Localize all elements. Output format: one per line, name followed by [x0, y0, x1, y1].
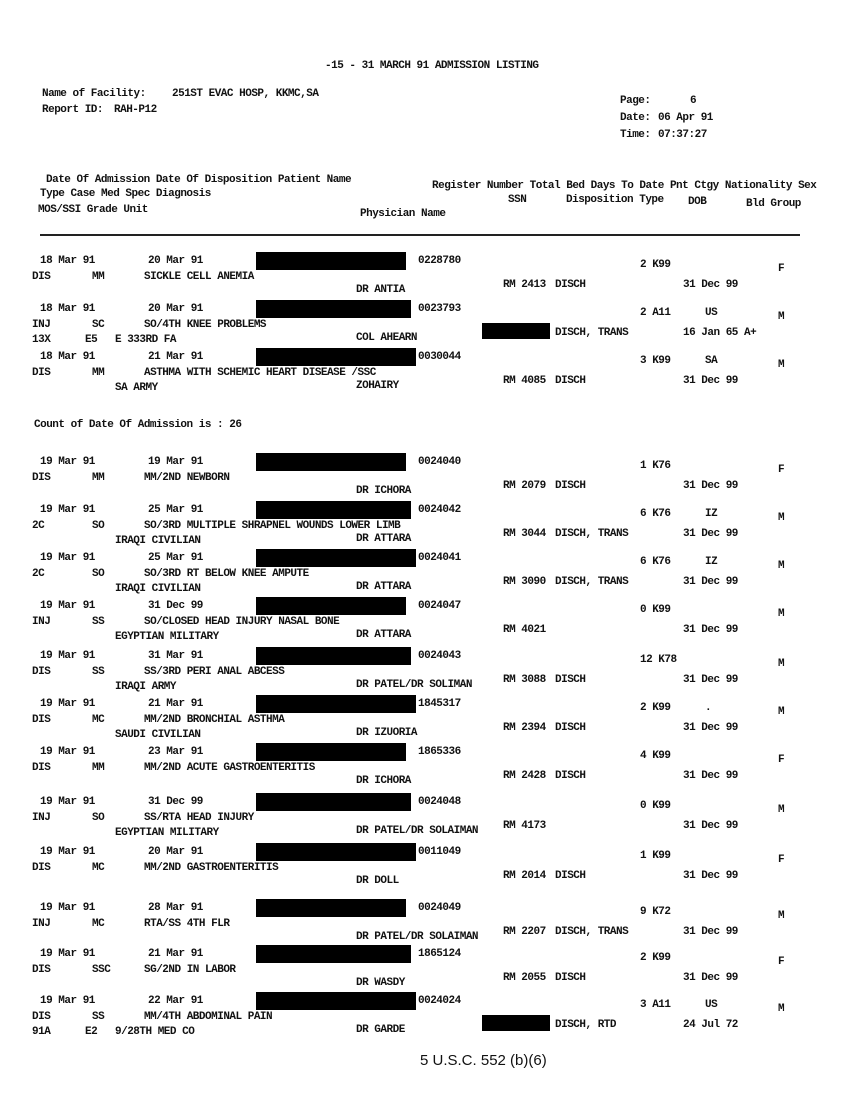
med-spec: SC: [92, 319, 105, 331]
redacted-patient-name: [256, 843, 416, 861]
admission-date: 19 Mar 91: [40, 552, 95, 564]
med-spec: MM: [92, 271, 105, 283]
sex: M: [778, 706, 785, 718]
mos: 91A: [32, 1026, 51, 1038]
bed-days-ctgy: 2 K99: [640, 259, 671, 271]
type-case: INJ: [32, 319, 51, 331]
ssn: RM 3090: [503, 576, 546, 588]
disposition-date: 21 Mar 91: [148, 948, 203, 960]
ssn: RM 3088: [503, 674, 546, 686]
diagnosis: SO/4TH KNEE PROBLEMS: [144, 319, 267, 331]
ssn: RM 2014: [503, 870, 546, 882]
column-header-physician: Physician Name: [360, 208, 446, 220]
ssn: RM 2055: [503, 972, 546, 984]
diagnosis: MM/2ND ACUTE GASTROENTERITIS: [144, 762, 315, 774]
admission-date: 18 Mar 91: [40, 303, 95, 315]
redacted-patient-name: [256, 501, 411, 519]
admission-date: 19 Mar 91: [40, 650, 95, 662]
admission-date: 19 Mar 91: [40, 796, 95, 808]
page-value: 6: [690, 95, 697, 107]
sex: M: [778, 658, 785, 670]
register-number: 1845317: [418, 698, 461, 710]
bed-days-ctgy: 0 K99: [640, 800, 671, 812]
diagnosis: SO/3RD MULTIPLE SHRAPNEL WOUNDS LOWER LIMB: [144, 520, 401, 532]
physician-name: DR IZUORIA: [356, 727, 418, 739]
register-number: 0024048: [418, 796, 461, 808]
disposition-date: 20 Mar 91: [148, 846, 203, 858]
register-number: 0024043: [418, 650, 461, 662]
sex: M: [778, 560, 785, 572]
redacted-patient-name: [256, 899, 406, 917]
column-header-dob: DOB: [688, 196, 707, 208]
disposition-type: DISCH: [555, 722, 586, 734]
disposition-type: DISCH: [555, 674, 586, 686]
register-number: 0024047: [418, 600, 461, 612]
disposition-date: 21 Mar 91: [148, 698, 203, 710]
register-number: 1865124: [418, 948, 461, 960]
redacted-patient-name: [256, 793, 411, 811]
med-spec: SS: [92, 666, 105, 678]
ssn: RM 4173: [503, 820, 546, 832]
register-number: 0024024: [418, 995, 461, 1007]
redacted-patient-name: [256, 945, 411, 963]
sex: F: [778, 464, 785, 476]
bed-days-ctgy: 2 K99: [640, 702, 671, 714]
dob: 31 Dec 99: [683, 279, 738, 291]
disposition-date: 21 Mar 91: [148, 351, 203, 363]
med-spec: SO: [92, 520, 105, 532]
sex: F: [778, 754, 785, 766]
med-spec: MC: [92, 918, 105, 930]
physician-name: DR ATTARA: [356, 581, 411, 593]
dob: 31 Dec 99: [683, 624, 738, 636]
nationality: .: [705, 702, 712, 714]
med-spec: SO: [92, 568, 105, 580]
sex: M: [778, 910, 785, 922]
physician-name: DR PATEL/DR SOLAIMAN: [356, 931, 479, 943]
admission-date: 19 Mar 91: [40, 846, 95, 858]
redacted-patient-name: [256, 453, 406, 471]
grade: E5: [85, 334, 98, 346]
dob: 31 Dec 99: [683, 770, 738, 782]
column-header-row1-left: Date Of Admission Date Of Disposition Patient Name: [46, 174, 352, 186]
physician-name: ZOHAIRY: [356, 380, 399, 392]
redacted-patient-name: [256, 252, 406, 270]
bed-days-ctgy: 9 K72: [640, 906, 671, 918]
admission-date: 19 Mar 91: [40, 746, 95, 758]
redacted-ssn: [482, 323, 550, 339]
admission-date: 18 Mar 91: [40, 351, 95, 363]
sex: F: [778, 956, 785, 968]
nationality: SA: [705, 355, 718, 367]
diagnosis: ASTHMA WITH SCHEMIC HEART DISEASE /SSC: [144, 367, 376, 379]
bed-days-ctgy: 3 A11: [640, 999, 671, 1011]
type-case: DIS: [32, 714, 51, 726]
dob: 31 Dec 99: [683, 576, 738, 588]
physician-name: DR WASDY: [356, 977, 405, 989]
redacted-ssn: [482, 1015, 550, 1031]
nationality: IZ: [705, 556, 718, 568]
ssn: RM 3044: [503, 528, 546, 540]
register-number: 0011049: [418, 846, 461, 858]
bed-days-ctgy: 4 K99: [640, 750, 671, 762]
disposition-type: DISCH: [555, 375, 586, 387]
ssn: RM 2394: [503, 722, 546, 734]
diagnosis: SG/2ND IN LABOR: [144, 964, 236, 976]
register-number: 0024040: [418, 456, 461, 468]
column-header-disposition: Disposition Type: [566, 194, 664, 206]
disposition-date: 22 Mar 91: [148, 995, 203, 1007]
unit: E 333RD FA: [115, 334, 177, 346]
diagnosis: SICKLE CELL ANEMIA: [144, 271, 254, 283]
type-case: DIS: [32, 666, 51, 678]
disposition-date: 23 Mar 91: [148, 746, 203, 758]
facility-label: Name of Facility:: [42, 88, 146, 100]
redacted-patient-name: [256, 743, 406, 761]
admission-date: 19 Mar 91: [40, 902, 95, 914]
dob: 31 Dec 99: [683, 480, 738, 492]
physician-name: DR GARDE: [356, 1024, 405, 1036]
dob: 31 Dec 99: [683, 820, 738, 832]
dob: 31 Dec 99: [683, 926, 738, 938]
mos: 13X: [32, 334, 51, 346]
unit: SAUDI CIVILIAN: [115, 729, 201, 741]
disposition-type: DISCH: [555, 870, 586, 882]
column-header-row2-left: Type Case Med Spec Diagnosis: [40, 188, 211, 200]
dob: 31 Dec 99: [683, 722, 738, 734]
dob: 31 Dec 99: [683, 674, 738, 686]
register-number: 0024049: [418, 902, 461, 914]
type-case: INJ: [32, 812, 51, 824]
unit: IRAQI CIVILIAN: [115, 535, 201, 547]
type-case: DIS: [32, 964, 51, 976]
disposition-type: DISCH: [555, 972, 586, 984]
type-case: 2C: [32, 520, 45, 532]
disposition-date: 20 Mar 91: [148, 255, 203, 267]
sex: M: [778, 804, 785, 816]
med-spec: MC: [92, 862, 105, 874]
unit: IRAQI ARMY: [115, 681, 177, 693]
facility-value: 251ST EVAC HOSP, KKMC,SA: [172, 88, 319, 100]
med-spec: MM: [92, 472, 105, 484]
dob: 31 Dec 99: [683, 870, 738, 882]
unit: EGYPTIAN MILITARY: [115, 631, 219, 643]
sex: M: [778, 311, 785, 323]
admission-date: 19 Mar 91: [40, 456, 95, 468]
physician-name: DR PATEL/DR SOLAIMAN: [356, 825, 479, 837]
physician-name: DR PATEL/DR SOLIMAN: [356, 679, 472, 691]
register-number: 0228780: [418, 255, 461, 267]
column-header-row1-right: Register Number Total Bed Days To Date Pnt Ctgy Nationality Sex: [432, 180, 817, 192]
physician-name: DR ANTIA: [356, 284, 405, 296]
column-header-bld-group: Bld Group: [746, 198, 801, 210]
disposition-date: 20 Mar 91: [148, 303, 203, 315]
admission-date: 19 Mar 91: [40, 504, 95, 516]
bed-days-ctgy: 12 K78: [640, 654, 677, 666]
physician-name: DR ICHORA: [356, 485, 411, 497]
med-spec: MC: [92, 714, 105, 726]
sex: F: [778, 263, 785, 275]
disposition-type: DISCH, TRANS: [555, 926, 629, 938]
ssn: RM 2428: [503, 770, 546, 782]
register-number: 0024041: [418, 552, 461, 564]
type-case: 2C: [32, 568, 45, 580]
diagnosis: SO/CLOSED HEAD INJURY NASAL BONE: [144, 616, 340, 628]
bed-days-ctgy: 6 K76: [640, 508, 671, 520]
dob: 16 Jan 65 A+: [683, 327, 757, 339]
disposition-type: DISCH, TRANS: [555, 576, 629, 588]
diagnosis: SS/RTA HEAD INJURY: [144, 812, 254, 824]
diagnosis: MM/2ND BRONCHIAL ASTHMA: [144, 714, 285, 726]
sex: F: [778, 854, 785, 866]
diagnosis: MM/2ND NEWBORN: [144, 472, 230, 484]
nationality: US: [705, 999, 718, 1011]
bed-days-ctgy: 3 K99: [640, 355, 671, 367]
diagnosis: MM/2ND GASTROENTERITIS: [144, 862, 279, 874]
disposition-date: 28 Mar 91: [148, 902, 203, 914]
diagnosis: SS/3RD PERI ANAL ABCESS: [144, 666, 285, 678]
disposition-type: DISCH: [555, 480, 586, 492]
disposition-date: 31 Dec 99: [148, 600, 203, 612]
diagnosis: RTA/SS 4TH FLR: [144, 918, 230, 930]
disposition-type: DISCH, TRANS: [555, 528, 629, 540]
physician-name: DR DOLL: [356, 875, 399, 887]
disposition-date: 19 Mar 91: [148, 456, 203, 468]
med-spec: SO: [92, 812, 105, 824]
register-number: 1865336: [418, 746, 461, 758]
med-spec: MM: [92, 367, 105, 379]
admission-date: 19 Mar 91: [40, 995, 95, 1007]
bed-days-ctgy: 0 K99: [640, 604, 671, 616]
redacted-patient-name: [256, 549, 416, 567]
admission-date: 18 Mar 91: [40, 255, 95, 267]
ssn: RM 2079: [503, 480, 546, 492]
physician-name: DR ICHORA: [356, 775, 411, 787]
sex: M: [778, 608, 785, 620]
foia-exemption-note: 5 U.S.C. 552 (b)(6): [420, 1052, 547, 1069]
time-value: 07:37:27: [658, 129, 707, 141]
physician-name: COL AHEARN: [356, 332, 418, 344]
header-divider: [40, 234, 800, 236]
admission-date: 19 Mar 91: [40, 600, 95, 612]
bed-days-ctgy: 6 K76: [640, 556, 671, 568]
ssn: RM 4085: [503, 375, 546, 387]
register-number: 0030044: [418, 351, 461, 363]
redacted-patient-name: [256, 300, 411, 318]
disposition-type: DISCH: [555, 279, 586, 291]
unit: SA ARMY: [115, 382, 158, 394]
admission-date: 19 Mar 91: [40, 698, 95, 710]
dob: 31 Dec 99: [683, 528, 738, 540]
disposition-type: DISCH, TRANS: [555, 327, 629, 339]
med-spec: MM: [92, 762, 105, 774]
disposition-date: 25 Mar 91: [148, 552, 203, 564]
disposition-date: 31 Mar 91: [148, 650, 203, 662]
type-case: DIS: [32, 472, 51, 484]
redacted-patient-name: [256, 992, 416, 1010]
dob: 31 Dec 99: [683, 972, 738, 984]
dob: 24 Jul 72: [683, 1019, 738, 1031]
disposition-type: DISCH: [555, 770, 586, 782]
type-case: DIS: [32, 367, 51, 379]
disposition-date: 31 Dec 99: [148, 796, 203, 808]
bed-days-ctgy: 2 A11: [640, 307, 671, 319]
type-case: DIS: [32, 762, 51, 774]
sex: M: [778, 1003, 785, 1015]
type-case: INJ: [32, 616, 51, 628]
disposition-date: 25 Mar 91: [148, 504, 203, 516]
type-case: DIS: [32, 862, 51, 874]
date-value: 06 Apr 91: [658, 112, 713, 124]
diagnosis: SO/3RD RT BELOW KNEE AMPUTE: [144, 568, 309, 580]
register-number: 0023793: [418, 303, 461, 315]
page-label: Page:: [620, 95, 651, 107]
bed-days-ctgy: 1 K99: [640, 850, 671, 862]
diagnosis: MM/4TH ABDOMINAL PAIN: [144, 1011, 273, 1023]
med-spec: SS: [92, 1011, 105, 1023]
physician-name: DR ATTARA: [356, 629, 411, 641]
bed-days-ctgy: 1 K76: [640, 460, 671, 472]
admission-date: 19 Mar 91: [40, 948, 95, 960]
unit: EGYPTIAN MILITARY: [115, 827, 219, 839]
unit: IRAQI CIVILIAN: [115, 583, 201, 595]
sex: M: [778, 512, 785, 524]
med-spec: SS: [92, 616, 105, 628]
column-header-ssn: SSN: [508, 194, 527, 206]
bed-days-ctgy: 2 K99: [640, 952, 671, 964]
ssn: RM 2413: [503, 279, 546, 291]
disposition-type: DISCH, RTD: [555, 1019, 617, 1031]
date-label: Date:: [620, 112, 651, 124]
ssn: RM 4021: [503, 624, 546, 636]
redacted-patient-name: [256, 348, 416, 366]
column-header-row3-left: MOS/SSI Grade Unit: [38, 204, 148, 216]
redacted-patient-name: [256, 695, 416, 713]
type-case: INJ: [32, 918, 51, 930]
time-label: Time:: [620, 129, 651, 141]
register-number: 0024042: [418, 504, 461, 516]
med-spec: SSC: [92, 964, 111, 976]
nationality: IZ: [705, 508, 718, 520]
redacted-patient-name: [256, 647, 411, 665]
nationality: US: [705, 307, 718, 319]
dob: 31 Dec 99: [683, 375, 738, 387]
count-line: Count of Date Of Admission is : 26: [34, 419, 242, 431]
unit: 9/28TH MED CO: [115, 1026, 195, 1038]
report-id-value: RAH-P12: [114, 104, 157, 116]
physician-name: DR ATTARA: [356, 533, 411, 545]
type-case: DIS: [32, 1011, 51, 1023]
redacted-patient-name: [256, 597, 406, 615]
report-title: -15 - 31 MARCH 91 ADMISSION LISTING: [325, 60, 539, 72]
report-id-label: Report ID:: [42, 104, 104, 116]
grade: E2: [85, 1026, 98, 1038]
type-case: DIS: [32, 271, 51, 283]
sex: M: [778, 359, 785, 371]
ssn: RM 2207: [503, 926, 546, 938]
